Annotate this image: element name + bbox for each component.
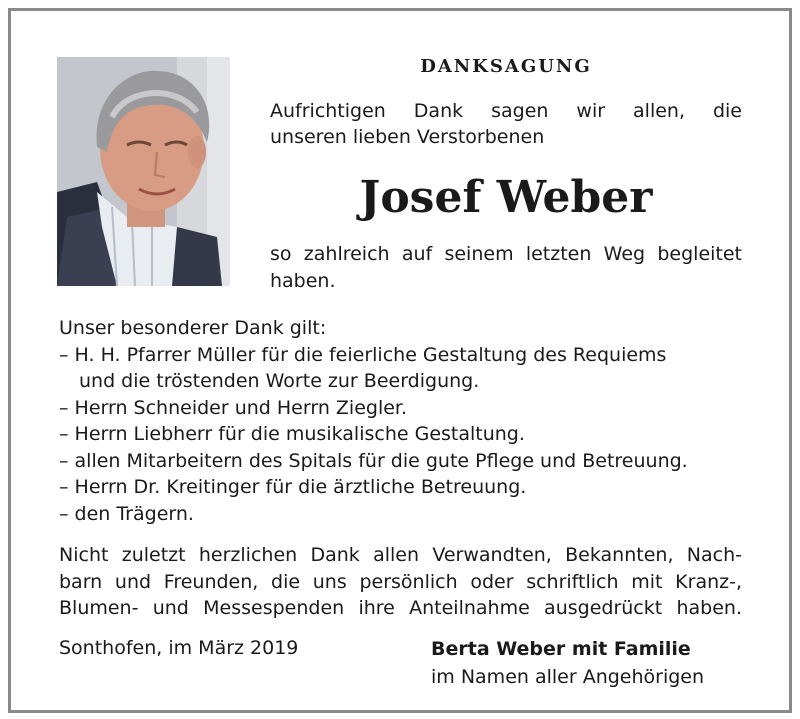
intro-text <box>270 98 742 150</box>
place-date: Sonthofen, im März 2019 <box>59 637 299 659</box>
notice-heading: DANKSAGUNG <box>420 56 592 77</box>
list-item-text: – Herrn Schneider und Herrn Ziegler. <box>59 396 408 419</box>
list-item-text: – Herrn Liebherr für die musikalische Gestaltung. <box>59 423 525 445</box>
list-item <box>59 395 749 422</box>
after-line: haben. <box>270 270 336 292</box>
list-item-text: – Herrn Dr. Kreitinger für die ärztliche Betreuung. <box>59 476 527 498</box>
signature-name: Berta Weber mit Familie <box>431 638 691 660</box>
list-item <box>59 474 749 501</box>
closing-line: Blumen- und Messespenden ihre Anteilnahme ausgedrückt haben. <box>59 597 742 619</box>
signature-block <box>431 635 704 691</box>
signature-subtitle: im Namen aller Angehörigen <box>431 666 705 688</box>
intro-line: Aufrichtigen Dank sagen wir allen, die <box>270 100 742 122</box>
list-item <box>59 421 749 448</box>
closing-line: Nicht zuletzt herzlichen Dank allen Verwandten, Bekannten, Nach- <box>59 544 742 566</box>
closing-line: barn und Freunden, die uns persönlich oder schriftlich mit Kranz-, <box>59 570 742 593</box>
intro-line: unseren lieben Verstorbenen <box>270 126 545 148</box>
special-thanks <box>59 315 749 527</box>
portrait-photo <box>57 57 230 286</box>
list-item-text: – den Trägern. <box>59 502 194 525</box>
thanks-list <box>59 342 749 528</box>
after-line: so zahlreich auf seinem letzten Weg begleitet <box>270 243 742 265</box>
closing-paragraph <box>59 542 742 622</box>
thanks-title: Unser besonderer Dank gilt: <box>59 317 327 339</box>
list-item <box>59 342 749 395</box>
list-item-text: – allen Mitarbeitern des Spitals für die gute Pflege und Betreuung. <box>59 449 688 472</box>
list-item <box>59 448 749 475</box>
list-item <box>59 501 749 528</box>
list-item-text: – H. H. Pfarrer Müller für die feierliche Gestaltung des Requiems <box>59 343 667 366</box>
deceased-name: Josef Weber <box>359 172 653 223</box>
list-item-continuation: und die tröstenden Worte zur Beerdigung. <box>79 370 480 392</box>
after-name-text <box>270 241 742 295</box>
